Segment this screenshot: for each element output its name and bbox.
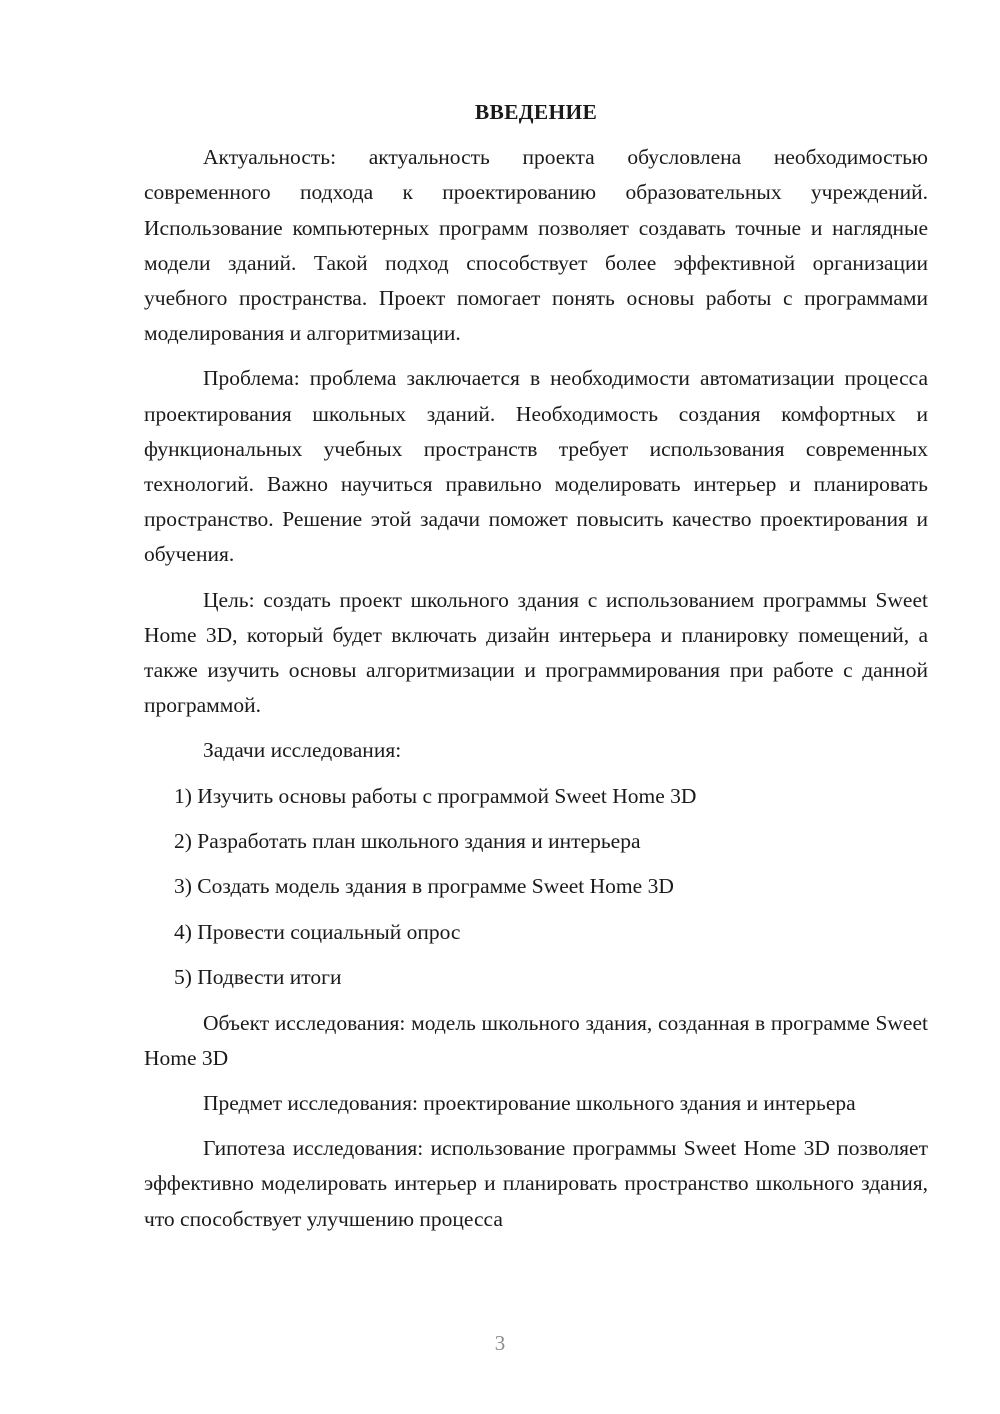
problem-paragraph: Проблема: проблема заключается в необходимости автоматизации процесса проектирования школьных зданий. Необходимость создания комфортных и функциональных учебных пространств требует использования современных технологий. Важно научиться правильно моделировать интерьер и планировать пространство. Решение этой задачи поможет повысить качество проектирования и обучения. bbox=[144, 366, 928, 567]
document-page bbox=[144, 95, 928, 1247]
tasks-heading: Задачи исследования: bbox=[203, 738, 402, 763]
task-item: 4) Провести социальный опрос bbox=[174, 919, 461, 944]
task-item: 3) Создать модель здания в программе Sweet Home 3D bbox=[174, 874, 674, 899]
task-item: 2) Разработать план школьного здания и интерьера bbox=[174, 829, 641, 854]
object-paragraph: Объект исследования: модель школьного здания, созданная в программе Sweet Home 3D bbox=[144, 1010, 928, 1070]
hypothesis-paragraph: Гипотеза исследования: использование программы Sweet Home 3D позволяет эффективно моделировать интерьер и планировать пространство школьного здания, что способствует улучшению процесса bbox=[144, 1136, 928, 1231]
task-item: 1) Изучить основы работы с программой Sweet Home 3D bbox=[174, 783, 697, 808]
subject-paragraph: Предмет исследования: проектирование школьного здания и интерьера bbox=[203, 1091, 856, 1116]
relevance-paragraph: Актуальность: актуальность проекта обусловлена необходимостью современного подхода к проектированию образовательных учреждений. Использование компьютерных программ позволяет создавать точные и наглядные модели зданий. Такой подход способствует более эффективной организации учебного пространства. Проект помогает понять основы работы с программами моделирования и алгоритмизации. bbox=[144, 145, 928, 346]
task-item: 5) Подвести итоги bbox=[174, 965, 342, 990]
tasks-list bbox=[144, 779, 928, 996]
goal-paragraph: Цель: создать проект школьного здания с использованием программы Sweet Home 3D, который будет включать дизайн интерьера и планировку помещений, а также изучить основы алгоритмизации и программирования при работе с данной программой. bbox=[144, 587, 928, 718]
page-number: 3 bbox=[494, 1331, 506, 1355]
section-title: ВВЕДЕНИЕ bbox=[474, 100, 598, 124]
